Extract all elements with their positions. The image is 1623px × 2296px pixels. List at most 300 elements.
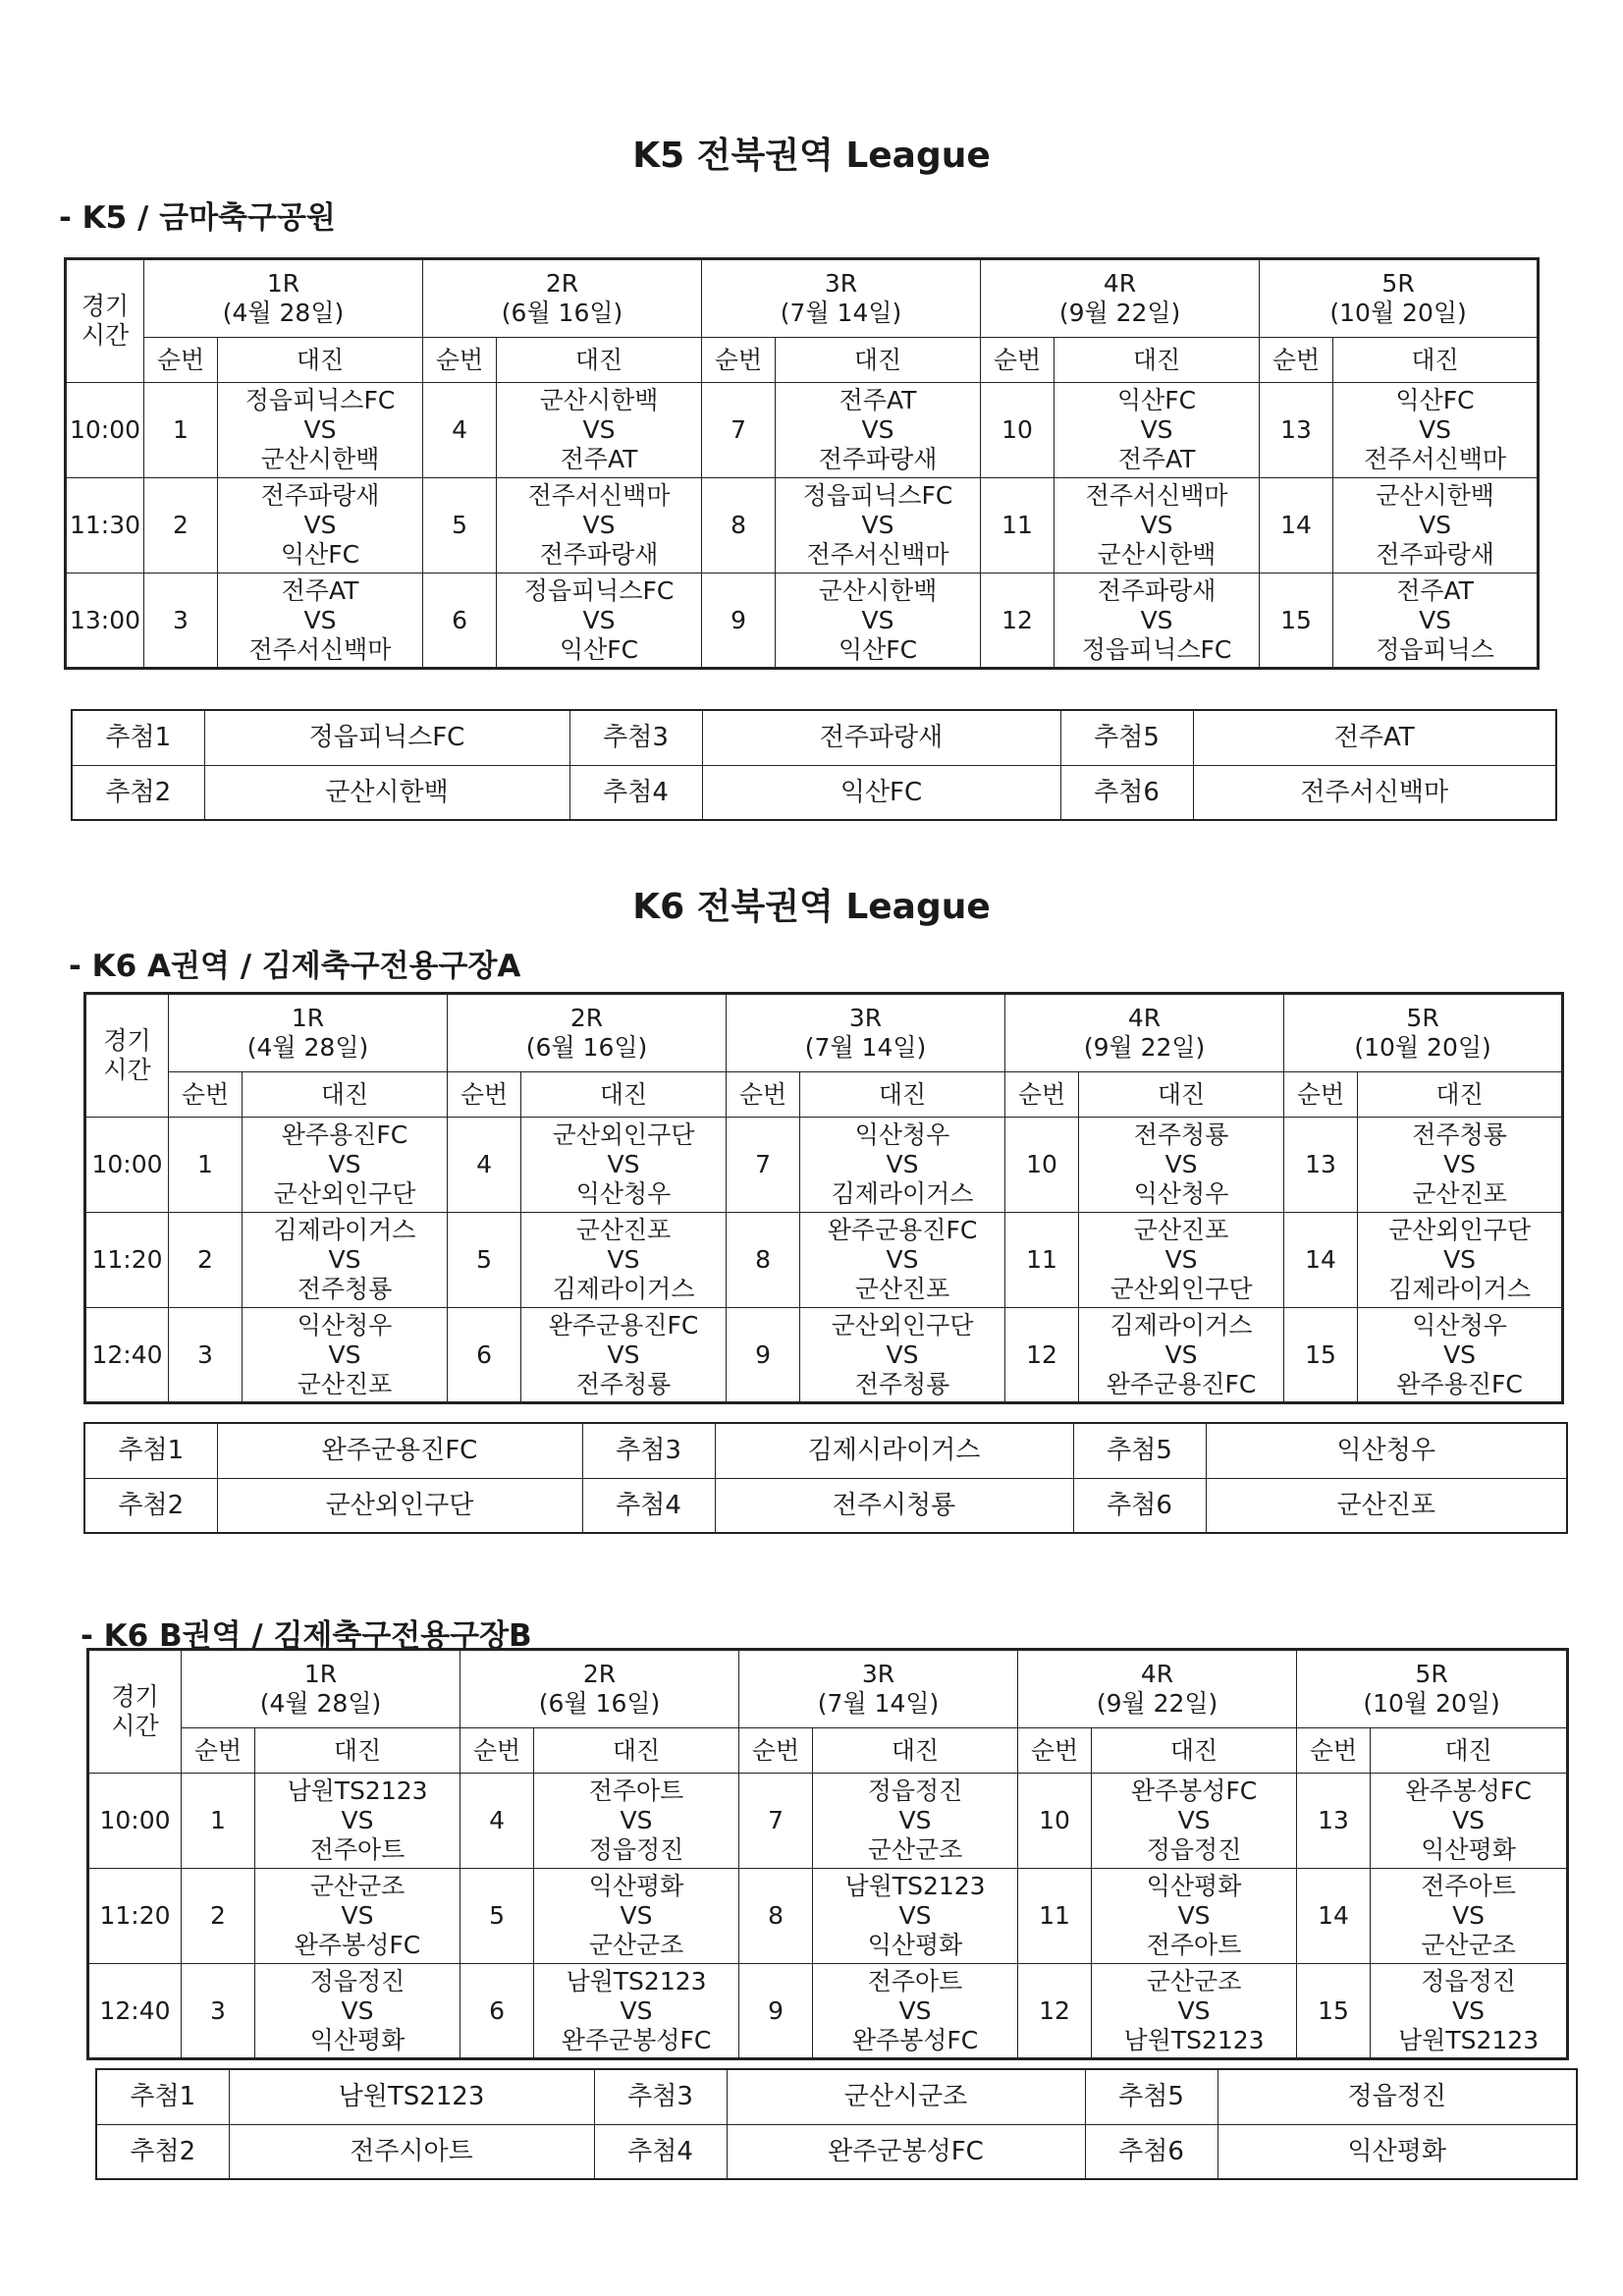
k5-subtitle: - K5 / 금마축구공원 — [59, 200, 336, 236]
kickoff-time: 12:40 — [85, 1308, 169, 1403]
match-row — [66, 383, 1539, 478]
draw-team: 익산평화 — [1217, 2124, 1577, 2179]
vs-label: VS — [303, 605, 337, 634]
vs-label: VS — [1443, 1339, 1477, 1369]
vs-label: VS — [328, 1150, 361, 1178]
draw-team: 군산시군조 — [727, 2069, 1085, 2124]
home-team: 정읍피닉스FC — [802, 481, 953, 510]
match-cell — [813, 1774, 1018, 1869]
match-number: 11 — [1005, 1213, 1079, 1308]
draw-label: 추첨3 — [569, 710, 702, 765]
round-header: 2R (6월 16일) — [460, 1650, 739, 1728]
draw-label: 추첨1 — [96, 2069, 229, 2124]
home-team: 군산외인구단 — [552, 1121, 695, 1149]
away-team: 김제라이거스 — [552, 1275, 695, 1303]
k5-title: K5 전북권역 League — [632, 136, 991, 176]
num-header: 순번 — [182, 1728, 255, 1774]
match-cell — [218, 574, 423, 669]
match-cell — [218, 478, 423, 574]
draw-team: 군산진포 — [1206, 1478, 1567, 1533]
home-team: 완주봉성FC — [1130, 1777, 1258, 1805]
num-header: 순번 — [144, 338, 218, 383]
match-header: 대진 — [497, 338, 702, 383]
home-team: 군산군조 — [309, 1872, 406, 1900]
match-cell — [497, 383, 702, 478]
draw-label: 추첨1 — [72, 710, 204, 765]
match-cell — [521, 1213, 727, 1308]
away-team: 군산군조 — [1421, 1931, 1516, 1959]
match-header: 대진 — [1371, 1728, 1568, 1774]
draw-row — [96, 2069, 1577, 2124]
home-team: 익산FC — [1395, 386, 1475, 414]
home-team: 군산시한백 — [539, 386, 659, 414]
match-number: 7 — [739, 1774, 813, 1869]
away-team: 전주파랑새 — [1376, 540, 1494, 569]
home-team: 익산평화 — [588, 1872, 684, 1900]
match-cell — [243, 1308, 448, 1403]
away-team: 전주AT — [560, 445, 638, 473]
away-team: 군산외인구단 — [1109, 1275, 1253, 1303]
match-number: 6 — [460, 1964, 534, 2059]
match-header: 대진 — [1079, 1072, 1284, 1118]
home-team: 전주아트 — [1421, 1872, 1516, 1900]
match-cell — [813, 1964, 1018, 2059]
num-header: 순번 — [169, 1072, 243, 1118]
vs-label: VS — [341, 1806, 374, 1834]
draw-team: 익산청우 — [1206, 1423, 1567, 1478]
draw-label: 추첨5 — [1060, 710, 1193, 765]
away-team: 익산평화 — [867, 1931, 963, 1959]
kickoff-time: 12:40 — [88, 1964, 182, 2059]
match-cell — [776, 478, 981, 574]
vs-label: VS — [1452, 1995, 1486, 2025]
draw-label: 추첨5 — [1085, 2069, 1217, 2124]
draw-label: 추첨2 — [72, 765, 204, 820]
match-cell — [1092, 1774, 1297, 1869]
round-header: 4R (9월 22일) — [1005, 994, 1284, 1072]
kickoff-time: 11:20 — [88, 1869, 182, 1964]
vs-label: VS — [1164, 1339, 1198, 1369]
vs-label: VS — [861, 511, 894, 539]
match-cell — [1358, 1308, 1563, 1403]
home-team: 완주용진FC — [281, 1121, 408, 1149]
away-team: 남원TS2123 — [1123, 2025, 1265, 2054]
away-team: 익산FC — [838, 634, 918, 664]
match-number: 7 — [702, 383, 776, 478]
vs-label: VS — [607, 1245, 640, 1274]
match-cell — [813, 1869, 1018, 1964]
draw-row — [72, 710, 1556, 765]
home-team: 군산진포 — [1133, 1216, 1229, 1244]
away-team: 남원TS2123 — [1398, 2025, 1540, 2054]
away-team: 김제라이거스 — [1388, 1275, 1532, 1303]
home-team: 남원TS2123 — [287, 1777, 428, 1805]
away-team: 정읍정진 — [588, 1835, 684, 1864]
match-number: 12 — [1018, 1964, 1092, 2059]
vs-label: VS — [1140, 511, 1173, 539]
match-number: 12 — [1005, 1308, 1079, 1403]
home-team: 전주아트 — [867, 1966, 963, 1995]
vs-label: VS — [582, 415, 616, 444]
round-header: 3R (7월 14일) — [702, 259, 981, 338]
num-header: 순번 — [423, 338, 497, 383]
draw-label: 추첨6 — [1073, 1478, 1206, 1533]
match-header: 대진 — [1055, 338, 1260, 383]
draw-row — [84, 1478, 1567, 1533]
match-cell — [521, 1308, 727, 1403]
match-cell — [497, 478, 702, 574]
draw-label: 추첨5 — [1073, 1423, 1206, 1478]
match-row — [85, 1213, 1563, 1308]
away-team: 정읍정진 — [1146, 1835, 1242, 1864]
draw-team: 전주AT — [1193, 710, 1556, 765]
home-team: 전주청룡 — [1133, 1121, 1229, 1149]
match-number: 1 — [144, 383, 218, 478]
draw-label: 추첨2 — [96, 2124, 229, 2179]
draw-row — [84, 1423, 1567, 1478]
home-team: 익산FC — [1116, 386, 1197, 414]
match-number: 12 — [981, 574, 1055, 669]
match-cell — [1079, 1308, 1284, 1403]
k6-a-schedule-table — [83, 992, 1564, 1404]
draw-row — [72, 765, 1556, 820]
away-team: 전주아트 — [1146, 1931, 1242, 1959]
draw-label: 추첨3 — [594, 2069, 727, 2124]
match-header: 대진 — [813, 1728, 1018, 1774]
match-number: 3 — [169, 1308, 243, 1403]
draw-team: 정읍피닉스FC — [204, 710, 569, 765]
draw-team: 완주군용진FC — [217, 1423, 582, 1478]
away-team: 정읍피닉스 — [1376, 634, 1494, 664]
match-number: 4 — [460, 1774, 534, 1869]
match-cell — [1371, 1869, 1568, 1964]
draw-team: 군산시한백 — [204, 765, 569, 820]
round-header: 1R (4월 28일) — [169, 994, 448, 1072]
match-header: 대진 — [521, 1072, 727, 1118]
time-header: 경기 시간 — [66, 259, 144, 383]
home-team: 정읍피닉스FC — [523, 575, 675, 605]
match-number: 6 — [448, 1308, 521, 1403]
away-team: 완주군용진FC — [1106, 1369, 1257, 1398]
match-cell — [534, 1774, 739, 1869]
draw-team: 김제시라이거스 — [715, 1423, 1073, 1478]
vs-label: VS — [886, 1150, 919, 1178]
match-header: 대진 — [1358, 1072, 1563, 1118]
away-team: 군산군조 — [588, 1931, 684, 1959]
match-number: 5 — [460, 1869, 534, 1964]
match-cell — [1371, 1964, 1568, 2059]
match-number: 14 — [1260, 478, 1333, 574]
vs-label: VS — [1177, 1995, 1211, 2025]
away-team: 전주청룡 — [297, 1275, 393, 1303]
away-team: 익산FC — [280, 540, 360, 569]
match-row — [85, 1118, 1563, 1213]
away-team: 완주군봉성FC — [561, 2025, 712, 2054]
home-team: 남원TS2123 — [844, 1872, 986, 1900]
away-team: 익산FC — [559, 634, 639, 664]
vs-label: VS — [898, 1806, 932, 1834]
vs-label: VS — [1419, 605, 1452, 634]
round-header: 3R (7월 14일) — [727, 994, 1005, 1072]
vs-label: VS — [620, 1901, 653, 1930]
home-team: 완주군용진FC — [827, 1216, 978, 1244]
draw-label: 추첨6 — [1060, 765, 1193, 820]
home-team: 정읍정진 — [1421, 1966, 1516, 1995]
num-header: 순번 — [981, 338, 1055, 383]
away-team: 전주청룡 — [575, 1369, 672, 1398]
round-header: 4R (9월 22일) — [981, 259, 1260, 338]
match-cell — [1079, 1213, 1284, 1308]
vs-label: VS — [582, 605, 616, 634]
round-header: 2R (6월 16일) — [448, 994, 727, 1072]
k5-schedule-table — [64, 257, 1540, 670]
vs-label: VS — [861, 605, 894, 634]
match-number: 13 — [1297, 1774, 1371, 1869]
draw-label: 추첨4 — [594, 2124, 727, 2179]
match-cell — [218, 383, 423, 478]
match-number: 2 — [182, 1869, 255, 1964]
match-number: 8 — [702, 478, 776, 574]
match-number: 5 — [423, 478, 497, 574]
vs-label: VS — [1419, 511, 1452, 539]
match-number: 13 — [1260, 383, 1333, 478]
match-number: 8 — [739, 1869, 813, 1964]
home-team: 정읍정진 — [867, 1777, 963, 1805]
away-team: 완주용진FC — [1396, 1369, 1523, 1398]
draw-team: 전주시청룡 — [715, 1478, 1073, 1533]
num-header: 순번 — [739, 1728, 813, 1774]
vs-label: VS — [1443, 1150, 1477, 1178]
vs-label: VS — [328, 1339, 361, 1369]
match-cell — [497, 574, 702, 669]
vs-label: VS — [620, 1995, 653, 2025]
match-number: 15 — [1260, 574, 1333, 669]
match-row — [66, 478, 1539, 574]
match-cell — [1358, 1118, 1563, 1213]
match-header: 대진 — [243, 1072, 448, 1118]
home-team: 익산청우 — [854, 1121, 950, 1149]
home-team: 전주청룡 — [1412, 1121, 1507, 1149]
match-number: 8 — [727, 1213, 800, 1308]
vs-label: VS — [620, 1806, 653, 1834]
vs-label: VS — [303, 511, 337, 539]
draw-label: 추첨4 — [569, 765, 702, 820]
match-row — [88, 1964, 1568, 2059]
match-cell — [1079, 1118, 1284, 1213]
away-team: 군산시한백 — [1097, 540, 1217, 569]
away-team: 전주청룡 — [854, 1369, 950, 1398]
vs-label: VS — [328, 1245, 361, 1274]
home-team: 군산시한백 — [1376, 481, 1494, 510]
away-team: 익산청우 — [575, 1179, 672, 1208]
match-number: 5 — [448, 1213, 521, 1308]
match-number: 4 — [423, 383, 497, 478]
kickoff-time: 13:00 — [66, 574, 144, 669]
home-team: 정읍피닉스FC — [244, 386, 396, 414]
match-cell — [1055, 574, 1260, 669]
match-cell — [1055, 383, 1260, 478]
home-team: 완주봉성FC — [1405, 1777, 1532, 1805]
away-team: 군산진포 — [1412, 1179, 1507, 1208]
match-number: 3 — [144, 574, 218, 669]
draw-team: 완주군봉성FC — [727, 2124, 1085, 2179]
round-header: 5R (10월 20일) — [1260, 259, 1539, 338]
away-team: 익산청우 — [1133, 1179, 1229, 1208]
k6-title: K6 전북권역 League — [632, 887, 991, 927]
vs-label: VS — [1177, 1901, 1211, 1930]
k6-b-schedule-table — [86, 1648, 1569, 2060]
num-header: 순번 — [1005, 1072, 1079, 1118]
match-cell — [1092, 1964, 1297, 2059]
match-row — [88, 1774, 1568, 1869]
home-team: 김제라이거스 — [273, 1216, 416, 1244]
draw-team: 전주파랑새 — [702, 710, 1060, 765]
match-header: 대진 — [534, 1728, 739, 1774]
draw-label: 추첨4 — [582, 1478, 715, 1533]
vs-label: VS — [1164, 1150, 1198, 1178]
match-cell — [800, 1213, 1005, 1308]
home-team: 군산군조 — [1146, 1966, 1242, 1995]
away-team: 군산진포 — [297, 1369, 393, 1398]
away-team: 전주서신백마 — [1364, 445, 1507, 473]
k6-b-subtitle: - K6 B권역 / 김제축구전용구장B — [81, 1618, 532, 1654]
home-team: 익산청우 — [297, 1310, 393, 1339]
vs-label: VS — [1177, 1806, 1211, 1834]
vs-label: VS — [1419, 415, 1452, 444]
away-team: 전주아트 — [309, 1835, 406, 1864]
k6-a-draw-table — [83, 1422, 1568, 1534]
vs-label: VS — [303, 415, 337, 444]
away-team: 익산평화 — [1421, 1835, 1516, 1864]
home-team: 남원TS2123 — [566, 1966, 707, 1995]
vs-label: VS — [1164, 1245, 1198, 1274]
match-cell — [534, 1964, 739, 2059]
match-number: 2 — [144, 478, 218, 574]
away-team: 전주AT — [1117, 445, 1196, 473]
vs-label: VS — [886, 1245, 919, 1274]
num-header: 순번 — [448, 1072, 521, 1118]
match-number: 1 — [169, 1118, 243, 1213]
match-header: 대진 — [800, 1072, 1005, 1118]
match-number: 10 — [1018, 1774, 1092, 1869]
draw-team: 남원TS2123 — [229, 2069, 594, 2124]
match-number: 11 — [1018, 1869, 1092, 1964]
home-team: 전주AT — [1396, 575, 1474, 605]
match-number: 10 — [981, 383, 1055, 478]
match-cell — [1333, 574, 1539, 669]
round-header: 1R (4월 28일) — [182, 1650, 460, 1728]
vs-label: VS — [582, 511, 616, 539]
num-header: 순번 — [1018, 1728, 1092, 1774]
home-team: 전주아트 — [588, 1777, 684, 1805]
home-team: 전주서신백마 — [527, 481, 671, 510]
vs-label: VS — [886, 1339, 919, 1369]
round-header: 3R (7월 14일) — [739, 1650, 1018, 1728]
home-team: 전주서신백마 — [1085, 481, 1228, 510]
draw-team: 익산FC — [702, 765, 1060, 820]
draw-row — [96, 2124, 1577, 2179]
match-number: 15 — [1284, 1308, 1358, 1403]
vs-label: VS — [341, 1995, 374, 2025]
round-header: 1R (4월 28일) — [144, 259, 423, 338]
home-team: 군산외인구단 — [1388, 1216, 1532, 1244]
match-number: 13 — [1284, 1118, 1358, 1213]
match-number: 1 — [182, 1774, 255, 1869]
home-team: 익산평화 — [1146, 1872, 1242, 1900]
k5-draw-table — [71, 709, 1557, 821]
match-number: 6 — [423, 574, 497, 669]
match-number: 14 — [1297, 1869, 1371, 1964]
vs-label: VS — [1140, 415, 1173, 444]
home-team: 군산진포 — [575, 1216, 672, 1244]
k6-a-subtitle: - K6 A권역 / 김제축구전용구장A — [69, 949, 521, 984]
match-cell — [1371, 1774, 1568, 1869]
match-cell — [1333, 478, 1539, 574]
vs-label: VS — [1443, 1245, 1477, 1274]
away-team: 전주서신백마 — [248, 634, 392, 664]
match-number: 3 — [182, 1964, 255, 2059]
vs-label: VS — [1452, 1901, 1486, 1930]
vs-label: VS — [898, 1995, 932, 2025]
match-header: 대진 — [776, 338, 981, 383]
time-header: 경기 시간 — [88, 1650, 182, 1774]
home-team: 완주군용진FC — [548, 1310, 699, 1339]
match-cell — [243, 1118, 448, 1213]
draw-label: 추첨3 — [582, 1423, 715, 1478]
away-team: 전주파랑새 — [539, 540, 659, 569]
home-team: 군산외인구단 — [831, 1310, 974, 1339]
draw-team: 전주시아트 — [229, 2124, 594, 2179]
away-team: 김제라이거스 — [831, 1179, 974, 1208]
match-cell — [1333, 383, 1539, 478]
vs-label: VS — [1140, 605, 1173, 634]
match-number: 10 — [1005, 1118, 1079, 1213]
home-team: 익산청우 — [1412, 1310, 1507, 1339]
match-cell — [1358, 1213, 1563, 1308]
draw-team: 전주서신백마 — [1193, 765, 1556, 820]
match-number: 11 — [981, 478, 1055, 574]
match-row — [88, 1869, 1568, 1964]
away-team: 군산외인구단 — [273, 1179, 416, 1208]
match-cell — [255, 1964, 460, 2059]
match-cell — [1055, 478, 1260, 574]
vs-label: VS — [607, 1339, 640, 1369]
vs-label: VS — [898, 1901, 932, 1930]
home-team: 정읍정진 — [309, 1966, 406, 1995]
home-team: 전주파랑새 — [1097, 575, 1217, 605]
draw-label: 추첨1 — [84, 1423, 217, 1478]
match-header: 대진 — [1092, 1728, 1297, 1774]
away-team: 군산진포 — [854, 1275, 950, 1303]
num-header: 순번 — [727, 1072, 800, 1118]
k6-b-draw-table — [95, 2068, 1578, 2180]
away-team: 군산시한백 — [260, 445, 380, 473]
kickoff-time: 10:00 — [66, 383, 144, 478]
match-cell — [534, 1869, 739, 1964]
match-number: 4 — [448, 1118, 521, 1213]
home-team: 전주AT — [839, 386, 917, 414]
match-cell — [776, 383, 981, 478]
match-cell — [255, 1774, 460, 1869]
match-row — [66, 574, 1539, 669]
match-number: 15 — [1297, 1964, 1371, 2059]
away-team: 익산평화 — [309, 2025, 406, 2054]
vs-label: VS — [607, 1150, 640, 1178]
draw-team: 정읍정진 — [1217, 2069, 1577, 2124]
away-team: 정읍피닉스FC — [1081, 634, 1232, 664]
kickoff-time: 10:00 — [88, 1774, 182, 1869]
match-cell — [800, 1308, 1005, 1403]
